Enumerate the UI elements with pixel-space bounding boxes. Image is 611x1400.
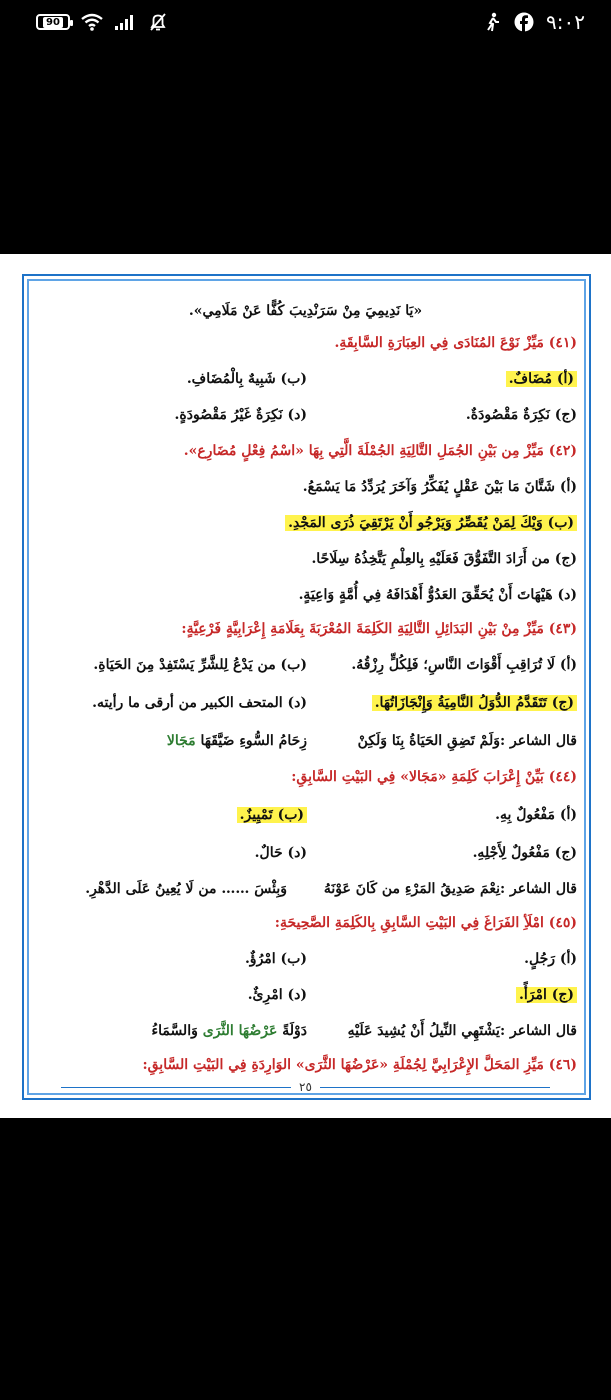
signal-icon (114, 13, 138, 31)
q44-option-b: (ب) تَمْيِيزٌ. (237, 800, 307, 830)
verse-2-second: وَبِئْسَ …… من لَا يُعِينُ عَلَى الدَّهْرِ. (85, 881, 287, 897)
status-left-icons (36, 12, 168, 32)
status-right-icons (484, 10, 585, 34)
question-45: (٤٥) امْلَأِ الفَرَاغَ فِي البَيْتِ السَّابِقِ بِالكَلِمَةِ الصَّحِيحَةِ: (274, 915, 577, 931)
q45-option-a: (أ) رَجُلٍ. (524, 951, 577, 967)
q43-option-c: (ج) تَتَقَدَّمُ الدُّوَلُ النَّامِيَةُ وَإِنْجَازَاتُهَا. (372, 688, 577, 718)
q45-option-d: (د) امْرِئٌ. (247, 987, 307, 1003)
q42-option-c: (ج) من أَرَادَ التَّفَوُّقَ فَعَلَيْهِ بِالعِلْمِ يَتَّخِذُهُ سِلَاحًا. (311, 551, 577, 567)
q45-options-row2 (34, 980, 577, 1010)
question-43: (٤٣) مَيِّزْ مِنْ بَيْنِ البَدَائِلِ التَّالِيَةِ الكَلِمَةَ المُعْرَبَةَ بِعَلَامَةِ إِعْرَابِيَّةٍ فَرْعِيَّةٍ: (181, 621, 577, 637)
q44-options-row1 (34, 800, 577, 830)
verse-3 (34, 1016, 577, 1046)
q43-option-d: (د) المتحف الكبير من أرقى ما رأيته. (92, 695, 307, 711)
q41-options-row2 (34, 400, 577, 430)
q41-option-c: (ج) نَكِرَةٌ مَقْصُودَةٌ. (465, 407, 577, 423)
q44-option-d: (د) حَالٌ. (254, 845, 307, 861)
q43-options-row2 (34, 688, 577, 718)
question-41: (٤١) مَيِّزْ نَوْعَ المُنَادَى فِي العِبَارَةِ السَّابِقَةِ. (334, 335, 577, 351)
wifi-icon (80, 13, 104, 31)
page-number: ٢٥ (0, 1080, 611, 1094)
status-bar (0, 0, 611, 48)
q44-options-row2 (34, 838, 577, 868)
page-border (22, 274, 591, 1100)
q41-option-b: (ب) شَبِيهٌ بِالْمُضَافِ. (186, 371, 307, 387)
verse-2-first: قال الشاعر :نِعْمَ صَدِيقُ المَرْءِ من كَانَ عَوْنَهُ (323, 881, 577, 897)
q43-option-b: (ب) من يَدْعُ لِلشَّرِّ يَسْتَفِدْ مِنَ الحَيَاةِ. (93, 657, 307, 673)
verse-3-second: دَوْلَةً عَرْضُهَا الثَّرَى وَالسَّمَاءُ (151, 1023, 307, 1039)
q41-options-row1 (34, 364, 577, 394)
verse-3-first: قال الشاعر :يَشْتَهِي النِّيلُ أَنْ يُشِيدَ عَلَيْهِ (347, 1023, 577, 1039)
question-46: (٤٦) مَيِّزِ المَحَلَّ الإِعْرَابِيَّ لِجُمْلَةِ «عَرْضُهَا الثَّرَى» الوَارِدَةِ فِي البَيْتِ السَّابِقِ: (142, 1057, 577, 1073)
q42-option-b: (ب) وَيْكَ لِمَنْ يُقَصِّرُ وَيَرْجُو أَنْ يَرْتَقِيَ ذُرَى المَجْدِ. (34, 508, 577, 538)
q41-option-a: (أ) مُضَافٌ. (506, 364, 577, 394)
clock: ٩:٠٢ (546, 10, 585, 34)
q41-option-d: (د) نَكِرَةٌ غَيْرُ مَقْصُودَةٍ. (174, 407, 307, 423)
verse-1-second: زِحَامُ السُّوءِ ضَيَّقَهَا مَجَالا (166, 733, 307, 749)
verse-1 (34, 726, 577, 756)
question-44: (٤٤) بَيِّنْ إِعْرَابَ كَلِمَةِ «مَجَالا» فِي البَيْتِ السَّابِقِ: (291, 769, 577, 785)
q43-options-row1 (34, 650, 577, 680)
notifications-off-icon (148, 12, 168, 32)
q42-option-d: (د) هَيْهَاتَ أَنْ يُحَقِّقَ العَدُوُّ أَهْدَافَهُ فِي أُمَّةٍ وَاعِيَةٍ. (298, 587, 577, 603)
walking-icon (484, 12, 502, 32)
facebook-icon (514, 12, 534, 32)
verse-1-first: قال الشاعر :وَلَمْ تَضِقِ الحَيَاةُ بِنَا وَلَكِنْ (357, 733, 577, 749)
q44-option-c: (ج) مَفْعُولٌ لِأَجْلِهِ. (472, 845, 577, 861)
document-page (0, 254, 611, 1118)
q44-option-a: (أ) مَفْعُولٌ بِهِ. (495, 807, 577, 823)
intro-quote: «يَا نَدِيمِيَ مِنْ سَرَنْدِيبَ كُفًّا عَنْ مَلَامِي». (188, 303, 423, 319)
q42-option-a: (أ) شَتَّانَ مَا بَيْنَ عَقْلٍ يُفَكِّرُ وَآخَرَ يُرَدِّدُ مَا يَسْمَعُ. (302, 479, 577, 495)
q45-option-c: (ج) امْرَأً. (516, 980, 577, 1010)
q45-option-b: (ب) امْرُؤٌ. (244, 951, 307, 967)
battery-icon (36, 14, 70, 30)
battery-level: 90 (43, 17, 63, 28)
verse-2 (34, 874, 577, 904)
q43-option-a: (أ) لَا تُرَاقِبِ أَقْوَاتَ النَّاسِ؛ فَلِكُلٍّ رِزْقُهُ. (351, 657, 577, 673)
question-42: (٤٢) مَيِّزْ مِن بَيْنِ الجُمَلِ التَّالِيَةِ الجُمْلَةَ الَّتِي بِهَا «اسْمُ فِعْلٍ مُضَارِع». (183, 443, 577, 459)
q45-options-row1 (34, 944, 577, 974)
